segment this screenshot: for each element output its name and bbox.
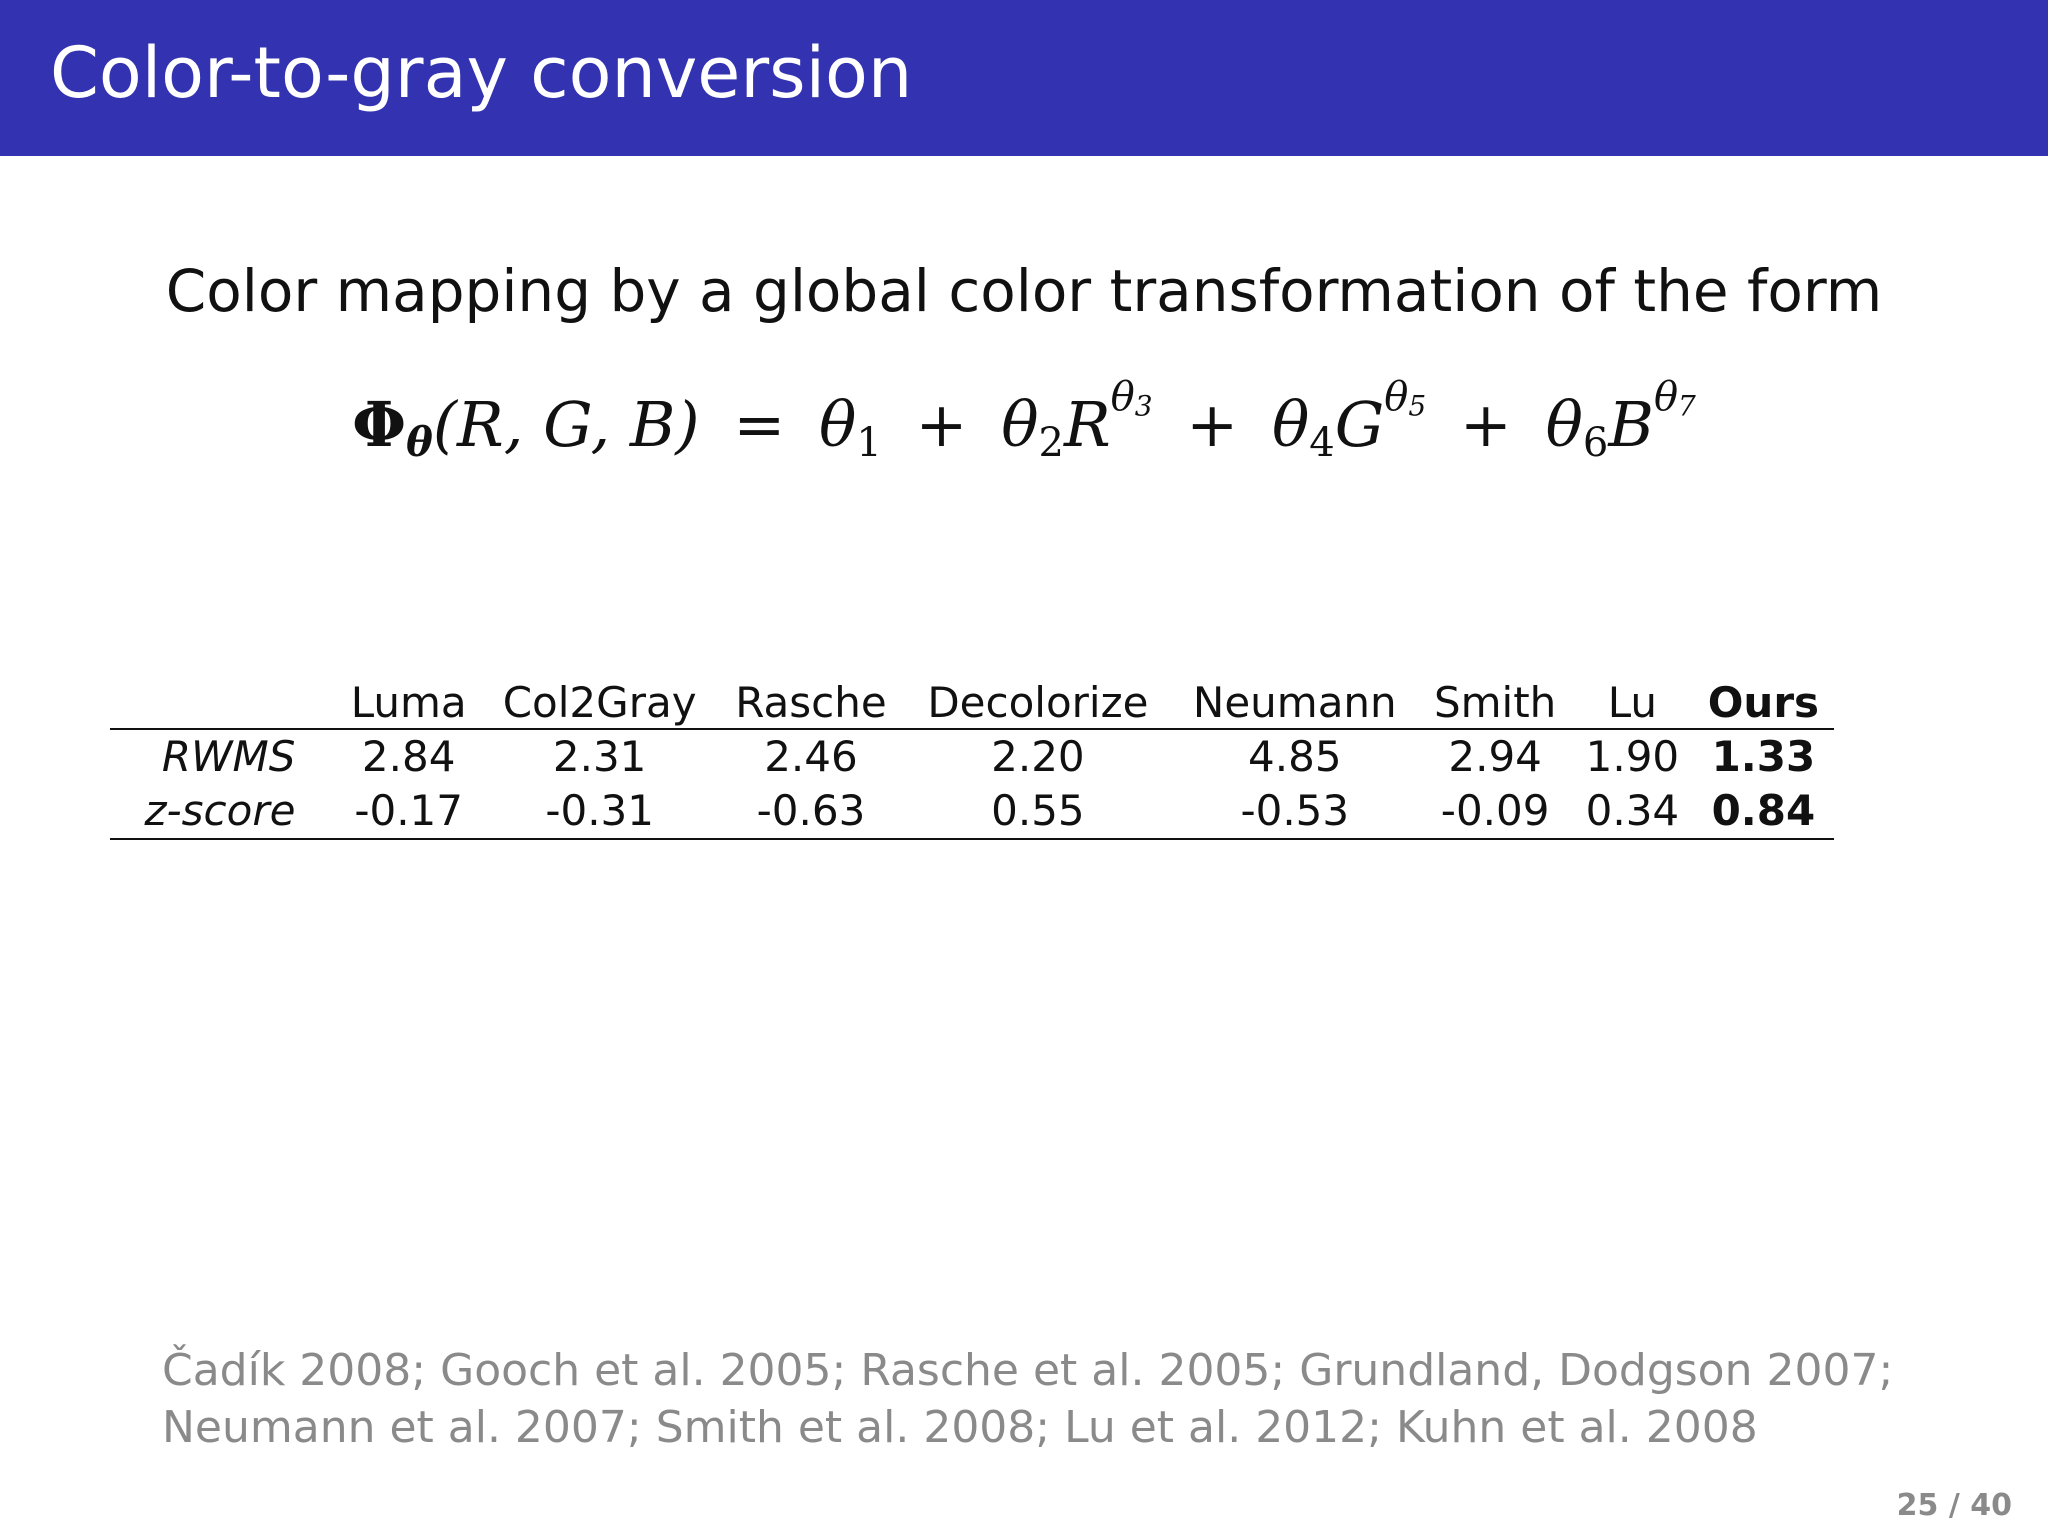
table-cell: 2.31 <box>552 732 647 781</box>
header-rasche: Rasche <box>717 658 904 729</box>
formula-b-exponent: θ7 <box>1653 374 1696 423</box>
formula-phi: Φ <box>352 388 407 461</box>
table-header-row <box>110 658 1834 729</box>
formula-g: G <box>1334 388 1385 461</box>
results-table <box>110 658 1834 840</box>
header-col2gray: Col2Gray <box>482 658 718 729</box>
formula-g-exponent: θ5 <box>1384 374 1427 423</box>
citation-line: Čadík 2008; Gooch et al. 2005; Rasche et al. 2005; Grundland, Dodgson 2007; <box>162 1345 1894 1396</box>
formula-r-exponent: θ3 <box>1110 374 1153 423</box>
header-luma: Luma <box>335 658 481 729</box>
formula-theta1: θ <box>819 388 857 461</box>
formula-plus-2: + <box>1186 388 1239 461</box>
header-ours: Ours <box>1693 658 1834 729</box>
table-cell: 4.85 <box>1248 732 1342 781</box>
header-lu: Lu <box>1572 658 1693 729</box>
formula-theta4: θ <box>1271 388 1310 461</box>
formula-theta4-sub: 4 <box>1309 420 1335 466</box>
table-cell: -0.09 <box>1418 784 1572 839</box>
header-decolorize: Decolorize <box>904 658 1171 729</box>
header-empty <box>110 658 335 729</box>
table-cell: 2.20 <box>991 732 1085 781</box>
table-cell: 2.84 <box>361 732 456 781</box>
formula <box>0 374 2048 466</box>
formula-plus-1: + <box>915 388 968 461</box>
formula-theta1-sub: 1 <box>856 420 882 466</box>
table-cell: -0.63 <box>717 784 904 839</box>
table-cell: -0.31 <box>482 784 718 839</box>
citation-line: Neumann et al. 2007; Smith et al. 2008; Lu et al. 2012; Kuhn et al. 2008 <box>162 1402 1758 1453</box>
table-cell: 0.55 <box>904 784 1171 839</box>
title-bar <box>0 0 2048 156</box>
page-number: 25 / 40 <box>1896 1488 2012 1523</box>
row-label-rwms: RWMS <box>161 732 296 781</box>
formula-theta6: θ <box>1545 388 1583 461</box>
table-row <box>110 729 1834 784</box>
table-row <box>110 784 1834 839</box>
table-cell: -0.53 <box>1171 784 1418 839</box>
table-cell: 0.34 <box>1572 784 1693 839</box>
table-cell-best: 0.84 <box>1693 784 1834 839</box>
table-cell: 2.94 <box>1448 732 1542 781</box>
intro-text: Color mapping by a global color transformation of the form <box>165 257 1883 325</box>
citations <box>162 1342 1893 1456</box>
formula-theta2-sub: 2 <box>1038 420 1064 466</box>
formula-theta2: θ <box>1001 388 1039 461</box>
formula-equals: = <box>733 388 786 461</box>
formula-r: R <box>1063 388 1111 461</box>
formula-phi-subscript: θ <box>406 419 433 466</box>
formula-plus-3: + <box>1459 388 1512 461</box>
row-label-zscore: z-score <box>110 784 335 839</box>
formula-b: B <box>1608 388 1654 461</box>
formula-theta6-sub: 6 <box>1582 420 1609 466</box>
header-neumann: Neumann <box>1171 658 1418 729</box>
table-cell: 1.90 <box>1585 732 1680 781</box>
header-smith: Smith <box>1418 658 1572 729</box>
table-cell-best: 1.33 <box>1711 732 1816 781</box>
slide-title: Color-to-gray conversion <box>50 32 913 114</box>
table-cell: -0.17 <box>335 784 481 839</box>
table-cell: 2.46 <box>764 732 858 781</box>
formula-args: (R, G, B) <box>432 388 700 461</box>
